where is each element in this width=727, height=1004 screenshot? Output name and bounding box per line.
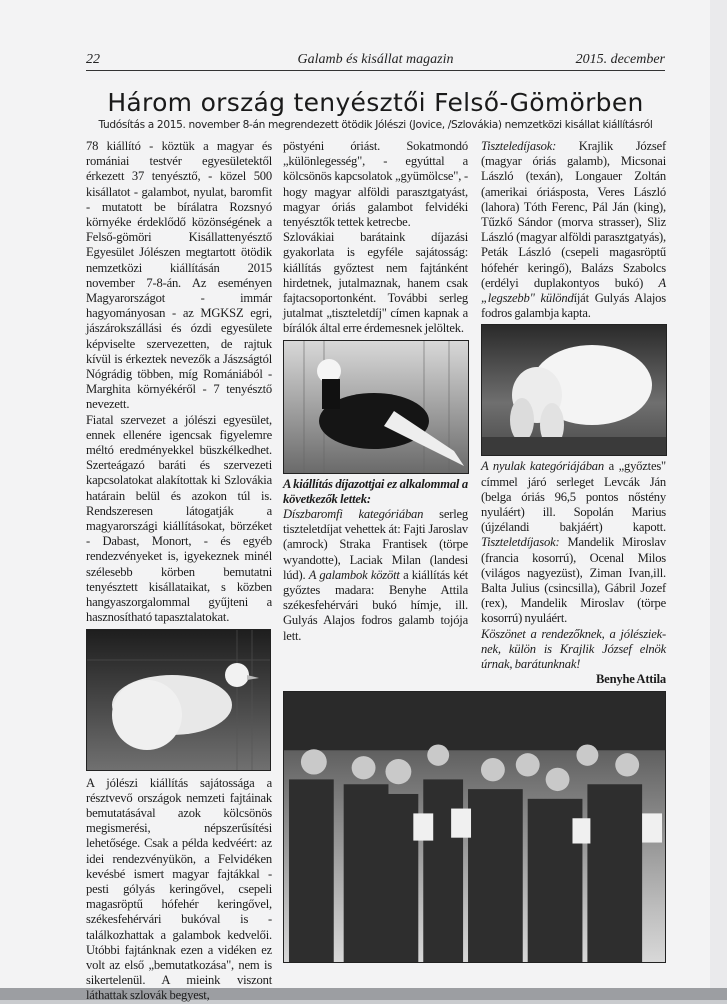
author: Benyhe Attila xyxy=(595,672,666,687)
column-2-text xyxy=(283,139,468,337)
photo-group-winners xyxy=(283,691,666,963)
text: íját Gulyás Alajos fodros galambja kapta. xyxy=(481,291,666,321)
right-columns xyxy=(283,139,666,963)
paragraph: A jólészi kiállítás sajátossága a résztvevő országok nemzeti fajtáinak bemutatásával azok kölcsönös megismerési, népszerűsítési lehetősége. Csak a példa kedvéért: az idei rendezvényükön, a Felvidéken kevésbé ismert magyar fajtákkal - pesti gólyás keringővel, csepeli magasröptű hófehér keringővel, székesfehérvári bukóval is - találkozhattak a galambok kedvelői. Utóbbi fajtánknak ezen a vidéken ez volt az első „bemutatkozása", nem is sikertelenül. A mieink viszont láthattak szlovák begyest, xyxy=(86,775,272,1003)
label: A „legszebb" különd xyxy=(481,275,666,306)
awards-heading: A kiállítás díjazottjai ez alkalommal a következők lettek: xyxy=(283,476,468,506)
paragraph: pöstyéni óriást. Sokatmondó „különlegesség", - egyúttal a kölcsönös kapcsolatok „gyümölcse", - hogy magyar alföldi parasztgatyást, magyar óriás galambot felvidéki tenyésztők tettek ketrecbe. xyxy=(283,139,468,230)
thanks xyxy=(481,627,666,673)
issue-date: 2015. december xyxy=(575,52,665,67)
paragraph: Szlovákiai barátaink díjazási gyakorlata is egyféle sajátosság: kiállítás győztest nem fajtánként hirdetnek, jutalmaznak, hanem csak fajtacsoportonként. További serleg jutalmat „tiszteletdíj" címen kapnak a bírálók által erre érdemesnek jelöltek. xyxy=(283,230,468,336)
paragraph xyxy=(481,139,666,321)
page-header xyxy=(86,50,665,71)
magazine-name: Galamb és kisállat magazin xyxy=(297,52,454,67)
text: Krajlik József (magyar óriás galamb), Micsonai László (texán), Longauer Zoltán (amerikai óriásposta, Veres László (lahora) Tóth Ferenc, Pál Ján (king), Tűzkő Sándor (morva strasser), Sliz László (magyar alföldi parasztgatyás), Peták László (csepeli magasröptű hófehér keringő), Balázs Szabolcs (erdélyi duplakontyos bukó) xyxy=(481,139,666,290)
thanks-text: Köszönet a rendezőknek, a jólésziek-nek, külön is Krajlik József elnök úrnak, barátunknak! xyxy=(481,626,666,672)
column-3 xyxy=(481,139,666,687)
column-1-continued xyxy=(86,776,272,1004)
category-poultry: Díszbaromfi kategóriában xyxy=(283,507,424,522)
text: serleg tiszteletdíjat vehettek át: Fajti Jaroslav (amrock) Straka Frantisek (törpe wyandotte), Laciak Milan (landesi lúd). xyxy=(283,507,468,582)
column-3-text xyxy=(481,139,666,321)
label: Tiszteletdíjasok: xyxy=(481,535,560,550)
column-1-text xyxy=(86,139,272,626)
text: Mandelik Miroslav (francia kosorrú), Ocenal Milos (világos nagyezüst), Ziman Ivan,ill. Balta Julius (csincsilla), Gábril Jozef (rex), Mandelik Miroslav (törpe kosorrú) nyuláért. xyxy=(481,535,666,626)
column-2 xyxy=(283,139,468,644)
column-1 xyxy=(86,139,272,1004)
photo-fantail-pigeon xyxy=(86,629,271,771)
column-2-awards xyxy=(283,477,468,644)
text: a „győztes" címmel járó serleget Levcák Ján (belga óriás 96,5 pontos nőstény nyuláért) ill. Sopolán Marius (újzélandi bakjáért) kapott. xyxy=(481,459,666,535)
paragraph: 78 kiállító - köztük a magyar és romániai testvér egyesületektől érkezett 37 tenyésztő, - közel 500 kisállatot - galambot, nyulat, baromfit - mutatott be bírálatra Rozsnyó környéke érdeklődő közönségének a Felső-gömöri Kisállattenyésztő Egyesület Jólészen megtartott ötödik nemzetközi kiállításán 2015 november 7-8-án. Az eseményen Magyarországot - immár hagyományosan - az MGKSZ egri, jászárokszállási és ózdi egyesülete képviselte szervezetten, de rajtuk kívül is érkeztek nevezők a Jászságtól Nógrádig többen, míg Romániából - Marghita környékéről - 7 tenyésztő nevezett. xyxy=(86,139,272,412)
text: a kiállítás két győztes madara: Benyhe Attila székesfehérvári bukó hímje, ill. Gulyás Alajos fodros galamb tojója lett. xyxy=(283,567,469,643)
page-number: 22 xyxy=(86,52,100,67)
column-3-rabbits xyxy=(481,459,666,687)
article-title: Három ország tenyésztői Felső-Gömörben xyxy=(107,88,644,117)
paragraph: Fiatal szervezet a jólészi egyesület, ennek ellenére igencsak figyelemre méltó eredményekkel büszkélkedhet. Szerteágazó baráti és szervezeti kapcsolatokat alakítottak ki Szlovákia határain belül és azokon túl is. Rendszeresen látogatják a magyarországi kiállításokat, börzéket - Dabast, Monort, - és egyéb rendezvényeket is, igyekeznek minél szélesebb körben bemutatni tenyésztett kisállataikat, s közben hangyaszorgalommal gyűjteni a hasznosítható tapasztalatokat. xyxy=(86,412,272,625)
category-rabbits: A nyulak kategóriájában xyxy=(481,459,604,474)
scan-edge xyxy=(710,0,727,988)
columns-2-3 xyxy=(283,139,666,687)
photo-pigeon xyxy=(283,340,469,474)
label: Tiszteledíjasok: xyxy=(481,139,557,153)
photo-rabbit xyxy=(481,324,667,456)
category-pigeons: A galambok között xyxy=(308,567,400,582)
article-subtitle: Tudósítás a 2015. november 8-án megrendezett ötödik Jólészi (Jovice, /Szlovákia) nemzetközi kisállat kiállításról xyxy=(98,119,653,131)
paragraph xyxy=(481,459,666,626)
paragraph xyxy=(283,507,468,644)
